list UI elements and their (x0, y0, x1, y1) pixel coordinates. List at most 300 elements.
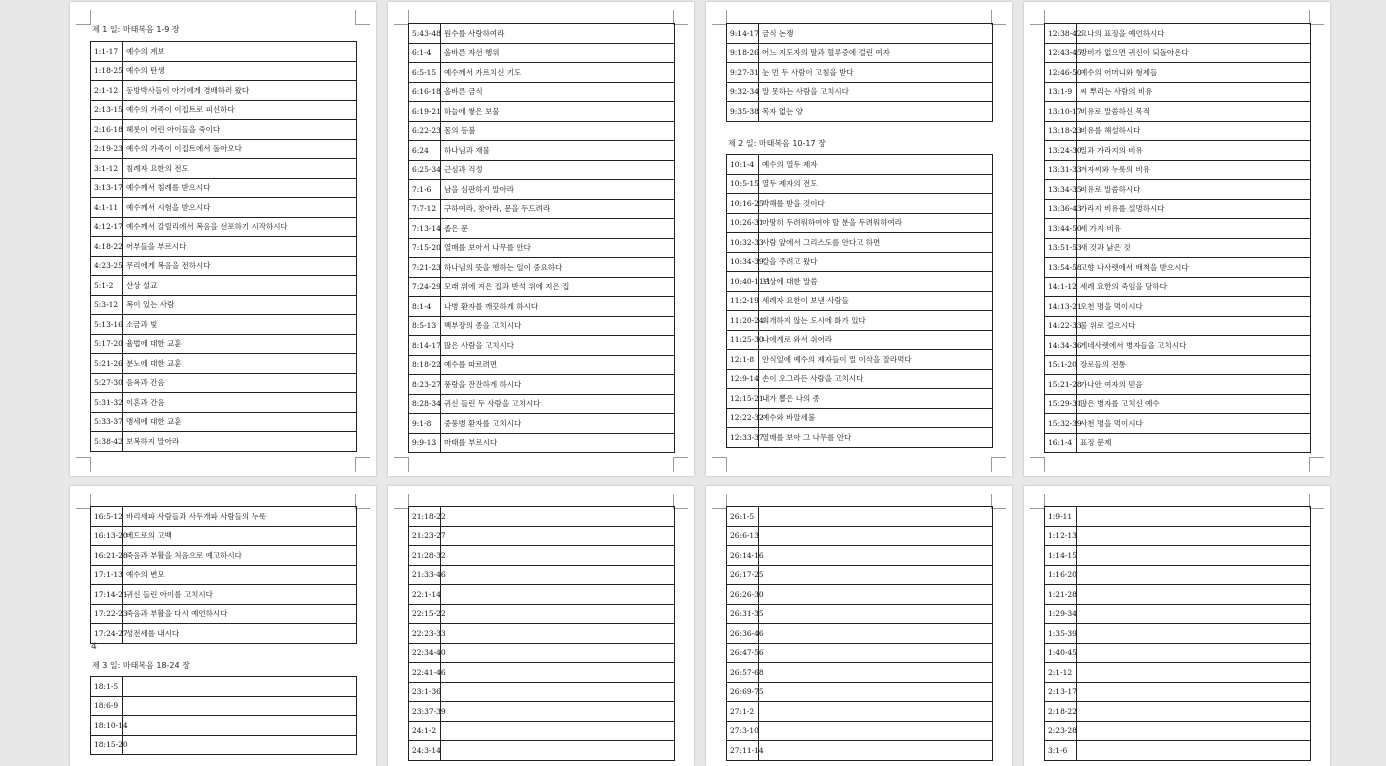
table-row (409, 604, 675, 624)
table-row (91, 256, 357, 276)
verse-ref-cell: 4:12-17 (91, 217, 123, 237)
table-row (1045, 102, 1311, 122)
table-row (91, 120, 357, 140)
passage-title-cell (441, 585, 675, 605)
reading-table (408, 506, 675, 761)
verse-ref-cell: 5:33-37 (91, 412, 123, 432)
verse-ref-cell: 13:10-17 (1045, 102, 1077, 122)
reading-table (726, 23, 993, 122)
reading-table (1044, 23, 1311, 453)
passage-title-cell: 목자 없는 양 (759, 102, 993, 122)
verse-ref-cell: 12:22-32 (727, 408, 759, 428)
verse-ref-cell: 7:1-6 (409, 180, 441, 200)
passage-title-cell: 고향 나사렛에서 배척을 받으시다 (1077, 258, 1311, 278)
verse-ref-cell: 5:38-42 (91, 432, 123, 452)
verse-ref-cell: 22:15-22 (409, 604, 441, 624)
passage-title-cell: 나병 환자를 깨끗하게 하시다 (441, 297, 675, 317)
table-row (727, 624, 993, 644)
passage-title-cell: 어부들을 부르시다 (123, 237, 357, 257)
passage-title-cell: 바리새파 사람들과 사두개파 사람들의 누룩 (123, 507, 357, 527)
verse-ref-cell: 21:18-22 (409, 507, 441, 527)
verse-ref-cell: 9:9-13 (409, 433, 441, 453)
passage-title-cell: 예수를 따르려면 (441, 355, 675, 375)
table-row (409, 43, 675, 63)
table-row (409, 141, 675, 161)
passage-title-cell: 베드로의 고백 (123, 526, 357, 546)
passage-title-cell: 소금과 빛 (123, 315, 357, 335)
table-row (727, 546, 993, 566)
passage-title-cell: 손이 오그라든 사람을 고치시다 (759, 369, 993, 389)
table-row (727, 507, 993, 527)
table-row (91, 585, 357, 605)
table-row (91, 198, 357, 218)
passage-title-cell: 가나안 여자의 믿음 (1077, 375, 1311, 395)
table-row (1045, 43, 1311, 63)
table-row (409, 643, 675, 663)
passage-title-cell: 율법에 대한 교훈 (123, 334, 357, 354)
passage-title-cell: 음욕과 간음 (123, 373, 357, 393)
table-row (1045, 643, 1311, 663)
passage-title-cell (759, 741, 993, 761)
table-row (409, 702, 675, 722)
table-row (409, 160, 675, 180)
passage-title-cell: 비유로 말씀하시다 (1077, 180, 1311, 200)
table-row (1045, 507, 1311, 527)
passage-title-cell: 죽음과 부활을 처음으로 예고하시다 (123, 546, 357, 566)
table-row (727, 252, 993, 272)
table-row (1045, 682, 1311, 702)
verse-ref-cell: 9:18-26 (727, 43, 759, 63)
passage-title-cell: 백부장의 종을 고치시다 (441, 316, 675, 336)
table-row (409, 102, 675, 122)
table-row (409, 336, 675, 356)
table-row (409, 219, 675, 239)
verse-ref-cell: 2:13-15 (91, 100, 123, 120)
verse-ref-cell: 8:18-22 (409, 355, 441, 375)
passage-title-cell: 중풍병 환자를 고치시다 (441, 414, 675, 434)
table-row (727, 350, 993, 370)
verse-ref-cell: 2:16-18 (91, 120, 123, 140)
table-row (1045, 375, 1311, 395)
table-row (727, 741, 993, 761)
table-row (91, 100, 357, 120)
passage-title-cell (441, 663, 675, 683)
passage-title-cell: 새 것과 낡은 것 (1077, 238, 1311, 258)
day-heading: 제 3 일: 마태복음 18-24 장 (92, 661, 190, 670)
verse-ref-cell: 11:25-30 (727, 330, 759, 350)
table-row (727, 213, 993, 233)
verse-ref-cell: 2:23-28 (1045, 721, 1077, 741)
passage-title-cell: 산상 설교 (123, 276, 357, 296)
verse-ref-cell: 6:19-21 (409, 102, 441, 122)
table-row (1045, 546, 1311, 566)
verse-ref-cell: 5:13-16 (91, 315, 123, 335)
passage-title-cell (441, 624, 675, 644)
table-row (1045, 180, 1311, 200)
table-row (91, 61, 357, 81)
passage-title-cell: 이혼과 간음 (123, 393, 357, 413)
verse-ref-cell: 16:13-20 (91, 526, 123, 546)
document-page-1 (70, 2, 376, 476)
verse-ref-cell: 13:44-50 (1045, 219, 1077, 239)
passage-title-cell: 나에게로 와서 쉬어라 (759, 330, 993, 350)
table-row (727, 330, 993, 350)
verse-ref-cell: 22:23-33 (409, 624, 441, 644)
table-row (409, 199, 675, 219)
passage-title-cell (441, 604, 675, 624)
passage-title-cell (759, 663, 993, 683)
verse-ref-cell: 10:40-11:1 (727, 272, 759, 292)
table-row (727, 604, 993, 624)
table-row (727, 233, 993, 253)
passage-title-cell: 회개하지 않는 도시에 화가 있다 (759, 311, 993, 331)
table-row (727, 408, 993, 428)
table-row (1045, 433, 1311, 453)
table-row (409, 741, 675, 761)
passage-title-cell: 죽음과 부활을 다시 예언하시다 (123, 604, 357, 624)
verse-ref-cell: 5:3-12 (91, 295, 123, 315)
verse-ref-cell: 1:21-28 (1045, 585, 1077, 605)
passage-title-cell: 요나의 표징을 예언하시다 (1077, 24, 1311, 44)
passage-title-cell: 칼을 주려고 왔다 (759, 252, 993, 272)
passage-title-cell (441, 565, 675, 585)
passage-title-cell (759, 507, 993, 527)
passage-title-cell: 예수의 계보 (123, 42, 357, 62)
table-row (91, 178, 357, 198)
passage-title-cell: 비유로 말씀하신 목적 (1077, 102, 1311, 122)
verse-ref-cell: 12:46-50 (1045, 63, 1077, 83)
verse-ref-cell: 11:20-24 (727, 311, 759, 331)
verse-ref-cell: 13:54-58 (1045, 258, 1077, 278)
table-row (727, 82, 993, 102)
table-row (91, 237, 357, 257)
passage-title-cell: 예수께서 시험을 받으시다 (123, 198, 357, 218)
document-page-4 (1024, 2, 1330, 476)
passage-title-cell (123, 735, 357, 755)
passage-title-cell: 사천 명을 먹이시다 (1077, 414, 1311, 434)
verse-ref-cell: 4:1-11 (91, 198, 123, 218)
verse-ref-cell: 2:13-17 (1045, 682, 1077, 702)
table-row (409, 180, 675, 200)
verse-ref-cell: 27:3-10 (727, 721, 759, 741)
reading-table (726, 154, 993, 448)
table-row (1045, 355, 1311, 375)
verse-ref-cell: 16:21-28 (91, 546, 123, 566)
passage-title-cell: 예수께서 갈릴리에서 복음을 선포하기 시작하시다 (123, 217, 357, 237)
table-row (1045, 526, 1311, 546)
table-row (727, 721, 993, 741)
passage-title-cell (1077, 643, 1311, 663)
passage-title-cell: 금식 논쟁 (759, 24, 993, 44)
table-row (91, 735, 357, 755)
passage-title-cell: 예수의 가족이 이집트에서 돌아오다 (123, 139, 357, 159)
table-row (1045, 702, 1311, 722)
passage-title-cell (1077, 565, 1311, 585)
table-row (727, 702, 993, 722)
table-row (727, 682, 993, 702)
table-row (91, 217, 357, 237)
verse-ref-cell: 1:14-15 (1045, 546, 1077, 566)
table-row (1045, 141, 1311, 161)
verse-ref-cell: 14:13-21 (1045, 297, 1077, 317)
verse-ref-cell: 21:28-32 (409, 546, 441, 566)
verse-ref-cell: 4:23-25 (91, 256, 123, 276)
passage-title-cell (759, 546, 993, 566)
table-row (727, 389, 993, 409)
table-row (91, 373, 357, 393)
passage-title-cell (1077, 624, 1311, 644)
verse-ref-cell: 26:6-13 (727, 526, 759, 546)
table-row (91, 42, 357, 62)
verse-ref-cell: 8:14-17 (409, 336, 441, 356)
passage-title-cell: 밀과 가라지의 비유 (1077, 141, 1311, 161)
paragraph-mark: 4 (91, 642, 97, 652)
table-row (727, 63, 993, 83)
table-row (727, 174, 993, 194)
reading-table (90, 676, 357, 755)
verse-ref-cell: 3:1-6 (1045, 741, 1077, 761)
passage-title-cell: 보상에 대한 말씀 (759, 272, 993, 292)
passage-title-cell: 어느 지도자의 딸과 혈루증에 걸린 여자 (759, 43, 993, 63)
verse-ref-cell: 1:18-25 (91, 61, 123, 81)
table-row (91, 276, 357, 296)
table-row (91, 677, 357, 697)
passage-title-cell (759, 565, 993, 585)
passage-title-cell: 복이 있는 사람 (123, 295, 357, 315)
reading-table (90, 41, 357, 452)
table-row (409, 682, 675, 702)
verse-ref-cell: 26:26-30 (727, 585, 759, 605)
verse-ref-cell: 5:21-26 (91, 354, 123, 374)
verse-ref-cell: 5:17-20 (91, 334, 123, 354)
passage-title-cell: 헤롯이 어린 아이들을 죽이다 (123, 120, 357, 140)
passage-title-cell: 침례자 요한의 전도 (123, 159, 357, 179)
table-row (409, 277, 675, 297)
verse-ref-cell: 5:43-48 (409, 24, 441, 44)
table-row (1045, 258, 1311, 278)
passage-title-cell (1077, 585, 1311, 605)
verse-ref-cell: 26:69-75 (727, 682, 759, 702)
passage-title-cell: 오천 명을 먹이시다 (1077, 297, 1311, 317)
passage-title-cell: 표징 문제 (1077, 433, 1311, 453)
verse-ref-cell: 7:15-20 (409, 238, 441, 258)
verse-ref-cell: 11:2-19 (727, 291, 759, 311)
passage-title-cell: 예수의 탄생 (123, 61, 357, 81)
passage-title-cell: 예수의 가족이 이집트로 피신하다 (123, 100, 357, 120)
passage-title-cell (441, 643, 675, 663)
table-row (91, 412, 357, 432)
verse-ref-cell: 7:24-29 (409, 277, 441, 297)
verse-ref-cell: 15:29-31 (1045, 394, 1077, 414)
verse-ref-cell: 26:17-25 (727, 565, 759, 585)
verse-ref-cell: 4:18-22 (91, 237, 123, 257)
passage-title-cell: 모래 위에 지은 집과 반석 위에 지은 집 (441, 277, 675, 297)
verse-ref-cell: 26:14-16 (727, 546, 759, 566)
table-row (409, 238, 675, 258)
verse-ref-cell: 14:1-12 (1045, 277, 1077, 297)
verse-ref-cell: 21:33-46 (409, 565, 441, 585)
passage-title-cell (441, 721, 675, 741)
table-row (727, 24, 993, 44)
table-row (1045, 604, 1311, 624)
passage-title-cell: 마땅히 두려워하여야 할 분을 두려워하여라 (759, 213, 993, 233)
verse-ref-cell: 5:1-2 (91, 276, 123, 296)
passage-title-cell (759, 526, 993, 546)
table-row (727, 585, 993, 605)
table-row (409, 375, 675, 395)
verse-ref-cell: 1:40-45 (1045, 643, 1077, 663)
passage-title-cell (1077, 604, 1311, 624)
table-row (91, 334, 357, 354)
passage-title-cell: 세례 요한의 죽임을 당하다 (1077, 277, 1311, 297)
verse-ref-cell: 2:18-22 (1045, 702, 1077, 722)
passage-title-cell: 방비가 없으면 귀신이 되돌아온다 (1077, 43, 1311, 63)
passage-title-cell (759, 643, 993, 663)
table-row (91, 565, 357, 585)
passage-title-cell: 보복하지 말아라 (123, 432, 357, 452)
table-row (1045, 585, 1311, 605)
passage-title-cell (1077, 507, 1311, 527)
passage-title-cell (441, 702, 675, 722)
verse-ref-cell: 10:34-39 (727, 252, 759, 272)
passage-title-cell: 구하여라, 찾아라, 문을 두드려라 (441, 199, 675, 219)
document-page-7 (706, 486, 1012, 766)
table-row (409, 63, 675, 83)
table-row (1045, 565, 1311, 585)
table-row (727, 43, 993, 63)
passage-title-cell: 사람 앞에서 그리스도를 안다고 하면 (759, 233, 993, 253)
table-row (409, 394, 675, 414)
passage-title-cell: 성전세를 내시다 (123, 624, 357, 644)
passage-title-cell: 물 위로 걸으시다 (1077, 316, 1311, 336)
passage-title-cell: 예수께서 침례를 받으시다 (123, 178, 357, 198)
table-row (1045, 277, 1311, 297)
document-page-3 (706, 2, 1012, 476)
passage-title-cell: 씨 뿌리는 사람의 비유 (1077, 82, 1311, 102)
verse-ref-cell: 18:15-20 (91, 735, 123, 755)
verse-ref-cell: 27:11-14 (727, 741, 759, 761)
verse-ref-cell: 18:10-14 (91, 716, 123, 736)
verse-ref-cell: 12:38-42 (1045, 24, 1077, 44)
verse-ref-cell: 3:13-17 (91, 178, 123, 198)
table-row (1045, 394, 1311, 414)
table-row (727, 102, 993, 122)
table-row (91, 159, 357, 179)
passage-title-cell (759, 682, 993, 702)
verse-ref-cell: 24:3-14 (409, 741, 441, 761)
verse-ref-cell: 2:1-12 (1045, 663, 1077, 683)
table-row (409, 316, 675, 336)
passage-title-cell: 많은 사람을 고치시다 (441, 336, 675, 356)
table-row (409, 414, 675, 434)
table-row (91, 432, 357, 452)
passage-title-cell (1077, 741, 1311, 761)
passage-title-cell: 동방박사들이 아기에게 경배하러 왔다 (123, 81, 357, 101)
table-row (727, 369, 993, 389)
passage-title-cell (759, 702, 993, 722)
passage-title-cell: 많은 병자를 고치신 예수 (1077, 394, 1311, 414)
verse-ref-cell: 22:34-40 (409, 643, 441, 663)
verse-ref-cell: 26:1-5 (727, 507, 759, 527)
passage-title-cell: 말 못하는 사람을 고치시다 (759, 82, 993, 102)
passage-title-cell: 세 가지 비유 (1077, 219, 1311, 239)
passage-title-cell: 안식일에 예수의 제자들이 밀 이삭을 잘라먹다 (759, 350, 993, 370)
verse-ref-cell: 14:22-33 (1045, 316, 1077, 336)
table-row (727, 428, 993, 448)
document-page-8 (1024, 486, 1330, 766)
verse-ref-cell: 9:32-34 (727, 82, 759, 102)
table-row (727, 565, 993, 585)
reading-table (726, 506, 993, 761)
verse-ref-cell: 12:33-37 (727, 428, 759, 448)
document-page-2 (388, 2, 694, 476)
table-row (409, 585, 675, 605)
table-row (727, 526, 993, 546)
verse-ref-cell: 6:16-18 (409, 82, 441, 102)
verse-ref-cell: 8:5-13 (409, 316, 441, 336)
table-row (1045, 160, 1311, 180)
passage-title-cell: 분노에 대한 교훈 (123, 354, 357, 374)
verse-ref-cell: 26:57-68 (727, 663, 759, 683)
verse-ref-cell: 15:21-28 (1045, 375, 1077, 395)
verse-ref-cell: 6:5-15 (409, 63, 441, 83)
passage-title-cell (441, 741, 675, 761)
passage-title-cell: 하늘에 쌓은 보물 (441, 102, 675, 122)
passage-title-cell: 게네사렛에서 병자들을 고치시다 (1077, 336, 1311, 356)
verse-ref-cell: 13:36-43 (1045, 199, 1077, 219)
passage-title-cell: 근심과 걱정 (441, 160, 675, 180)
verse-ref-cell: 17:14-21 (91, 585, 123, 605)
table-row (1045, 721, 1311, 741)
table-row (1045, 121, 1311, 141)
table-row (91, 81, 357, 101)
table-row (409, 24, 675, 44)
verse-ref-cell: 21:23-27 (409, 526, 441, 546)
table-row (727, 155, 993, 175)
verse-ref-cell: 17:24-27 (91, 624, 123, 644)
passage-title-cell (759, 604, 993, 624)
passage-title-cell (759, 721, 993, 741)
verse-ref-cell: 12:15-21 (727, 389, 759, 409)
passage-title-cell (1077, 663, 1311, 683)
passage-title-cell: 박해를 받을 것이다 (759, 194, 993, 214)
reading-table (90, 506, 357, 644)
reading-table (408, 23, 675, 453)
verse-ref-cell: 13:24-30 (1045, 141, 1077, 161)
verse-ref-cell: 18:1-5 (91, 677, 123, 697)
table-row (409, 663, 675, 683)
table-row (727, 291, 993, 311)
table-row (91, 393, 357, 413)
verse-ref-cell: 12:9-14 (727, 369, 759, 389)
table-row (1045, 82, 1311, 102)
verse-ref-cell: 27:1-2 (727, 702, 759, 722)
passage-title-cell (441, 682, 675, 702)
table-row (91, 624, 357, 644)
verse-ref-cell: 26:47-56 (727, 643, 759, 663)
passage-title-cell: 맹세에 대한 교훈 (123, 412, 357, 432)
document-page-5 (70, 486, 376, 766)
table-row (91, 604, 357, 624)
passage-title-cell (1077, 682, 1311, 702)
table-row (1045, 741, 1311, 761)
passage-title-cell: 남을 심판하지 말아라 (441, 180, 675, 200)
passage-title-cell: 풍랑을 잔잔하게 하시다 (441, 375, 675, 395)
verse-ref-cell: 16:5-12 (91, 507, 123, 527)
passage-title-cell: 가라지 비유를 설명하시다 (1077, 199, 1311, 219)
passage-title-cell (123, 677, 357, 697)
verse-ref-cell: 13:18-23 (1045, 121, 1077, 141)
